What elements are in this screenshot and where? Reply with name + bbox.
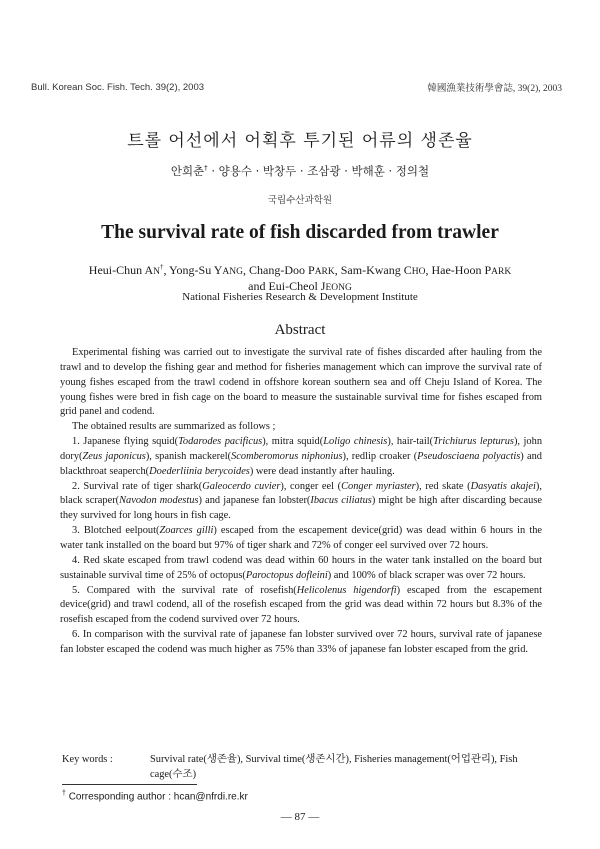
keywords [62,752,542,782]
dagger-mark: † [204,164,208,173]
english-authors-line2: and Eui-Cheol JEONG [248,279,352,293]
korean-title: 트롤 어선에서 어획후 투기된 어류의 생존율 [127,131,473,151]
abstract-paragraph: 6. In comparison with the survival rate of japanese fan lobster survived over 72 hours, survival rate of japanese fan lobster escaped the codend was much higher as 75% than 33% of japanese fan lobster escaped from the grid. [60,629,542,655]
abstract-paragraph: 1. Japanese flying squid(Todarodes pacificus), mitra squid(Loligo chinesis), hair-tail(Trichiurus lepturus), john dory(Zeus japonicus), spanish mackerel(Scomberomorus niphonius), redlip croaker (Pseudosciaena polyactis) and blackthroat seaperch(Doederliinia berycoides) were dead instantly after hauling. [60,436,543,477]
abstract-paragraph: 4. Red skate escaped from trawl codend was dead within 60 hours in the water tank installed on the board but sustainable survival time of 25% of octopus(Paroctopus dofleini) and 100% of black scraper was over 72 hours. [60,554,542,581]
journal-header-right: 韓國漁業技術學會誌, 39(2), 2003 [427,84,562,94]
footnote-mark: † [62,790,66,797]
abstract-paragraph: The obtained results are summarized as follows ; [72,421,276,433]
journal-header-left: Bull. Korean Soc. Fish. Tech. 39(2), 2003 [31,82,205,93]
korean-other-authors: · 양용수 · 박창두 · 조삼광 · 박해훈 · 정의철 [207,164,430,178]
abstract-body [60,346,542,658]
footnote [62,790,248,802]
abstract-paragraph: 5. Compared with the survival rate of rosefish(Helicolenus higendorfi) escaped from the escapement device(grid) and trawl codend, all of the rosefish escaped from the grid was dead within 72 hours but 8.3% of the rosefish escaped from the codend survived over 72 hours. [60,584,542,626]
english-authors-line1: Heui-Chun AN†, Yong-Su YANG, Chang-Doo PARK, Sam-Kwang CHO, Hae-Hoon PARK [88,263,512,277]
abstract-heading: Abstract [274,322,326,338]
english-title: The survival rate of fish discarded from trawler [101,222,499,243]
abstract-paragraph: 2. Survival rate of tiger shark(Galeocerdo cuvier), conger eel (Conger myriaster), red skate (Dasyatis akajei), black scraper(Navodon modestus) and japanese fan lobster(Ibacus ciliatus) might be high after discarding because they survived for long hours in fish cage. [60,480,542,522]
keywords-label: Key words : [62,754,113,765]
abstract-paragraph: Experimental fishing was carried out to investigate the survival rate of fishes discarded after hauling from the trawl and to develop the fishing gear and method for fisheries management which can improve the survival rate of young fishes escaped from the trawl codend in offshore korean southern sea and off Cheju Island of Korea. The young fishes were bred in fish cage on the board to measure the sustainable survival time for fishes escaped from grid panel and codend. [60,347,542,418]
korean-first-author: 안희춘 [170,164,205,178]
korean-authors [0,163,600,179]
page-number: — 87 — [280,811,320,823]
footnote-text: Corresponding author : hcan@nfrdi.re.kr [68,791,248,803]
keywords-text: Survival rate(생존율), Survival time(생존시간), Fisheries management(어업관리), Fish cage(수조) [150,754,518,780]
korean-affiliation: 국립수산과학원 [267,195,333,206]
abstract-paragraph: 3. Blotched eelpout(Zoarces gilli) escaped from the escapement device(grid) was dead within 6 hours in the water tank installed on the board but 97% of tiger shark and 72% of conger eel survived over 72 hours. [60,525,543,551]
english-affiliation: National Fisheries Research & Development Institute [182,291,418,303]
english-authors [0,260,600,295]
footnote-rule [62,784,197,785]
